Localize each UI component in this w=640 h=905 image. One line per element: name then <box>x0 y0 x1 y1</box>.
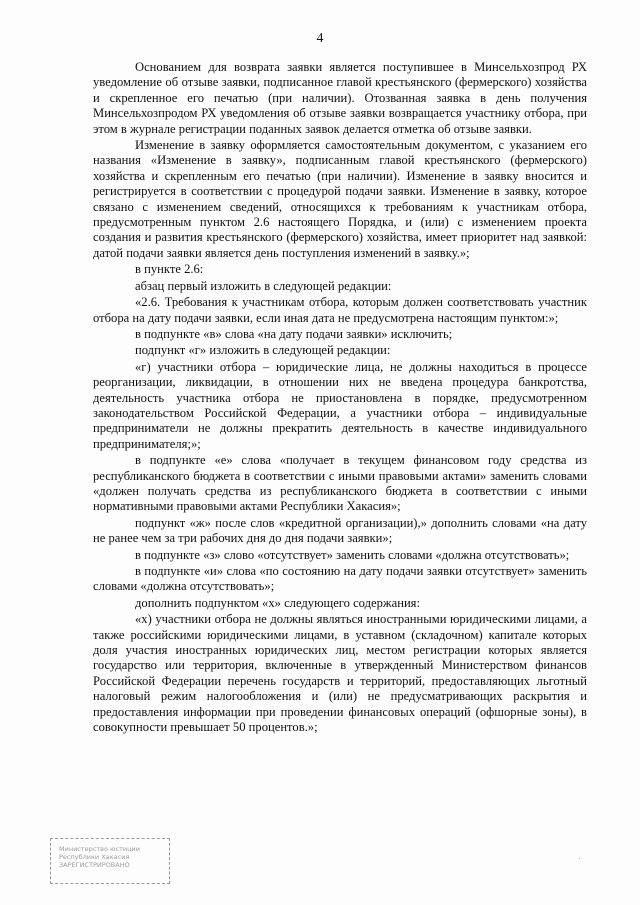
page-number: 4 <box>316 30 324 45</box>
paragraph-first-abzac: абзац первый изложить в следующей редакции: <box>135 278 392 293</box>
paragraph-subclause-kh-text: «х) участники отбора не должны являться иностранными юридическими лицами, а также российскими юридическими лицами, в уставном (складочном) капитале которых доля участия иностранных юридических лиц, местом регистрации которых является государство или территория, включенные в утвержденный Министерством финансов Российской Федерации перечень государств и территорий, предоставляющих льготный налоговый режим налогообложения и (или) не предусматривающих раскрытия и предоставления информации при проведении финансовых операций (офшорные зоны), в совокупности превышает 50 процентов.»; <box>93 612 587 735</box>
paragraph-subclause-z: в подпункте «з» слово «отсутствует» заменить словами «должна отсутствовать»; <box>135 547 570 562</box>
stamp-line: Республики Хакасия <box>59 853 130 861</box>
paragraph-subclause-v: в подпункте «в» слова «на дату подачи заявки» исключить; <box>135 326 453 341</box>
paragraph-clause-2-6: в пункте 2.6: <box>135 262 204 277</box>
paragraph-subclause-i: в подпункте «и» слова «по состоянию на дату подачи заявки отсутствует» заменить словами «должна отсутствовать»; <box>93 564 587 594</box>
paragraph-subclause-g-text: «г) участники отбора – юридические лица, не должны находиться в процессе реорганизации, ликвидации, в отношении них не введена процедура банкротства, деятельность участника отбора не приостановлена в порядке, предусмотренном законодательством Российской Федерации, а участники отбора – индивидуальные предприниматели не должны прекратить деятельность в качестве индивидуального предпринимателя;»; <box>93 359 587 451</box>
stamp-line: Министерство юстиции <box>59 845 140 853</box>
paragraph-subclause-g-intro: подпункт «г» изложить в следующей редакции: <box>135 343 391 358</box>
document-body <box>93 60 587 735</box>
paragraph-withdrawal-basis: Основанием для возврата заявки является поступившее в Минсельхозпрод РХ уведомление об отзыве заявки, подписанное главой крестьянского (фермерского) хозяйства и скрепленное его печатью (при наличии). Отозванная заявка в день получения Минсельхозпродом РХ уведомления об отзыве заявки возвращается участнику отбора, при этом в журнале регистрации поданных заявок делается отметка об отзыве заявки. <box>93 60 587 136</box>
paragraph-amendment-rules: Изменение в заявку оформляется самостоятельным документом, с указанием его названия «Изменение в заявку», подписанным главой крестьянского (фермерского) хозяйства и скрепленным его печатью (при наличии). Изменение в заявку вносится и регистрируется в соответствии с процедурой подачи заявки. Изменение в заявку, которое связано с изменением сведений, относящихся к требованиям к участникам отбора, предусмотренным пунктом 2.6 настоящего Порядка, и (или) с изменением проекта создания и развития крестьянского (фермерского) хозяйства, имеет приоритет над заявкой: датой подачи заявки является день поступления изменений в заявку.»; <box>93 138 587 260</box>
paragraph-subclause-zh: подпункт «ж» после слов «кредитной организации),» дополнить словами «на дату не ранее чем за три рабочих дня до дня подачи заявки»; <box>93 515 587 546</box>
stamp-line: ЗАРЕГИСТРИРОВАНО <box>59 861 130 869</box>
paragraph-subclause-e: в подпункте «е» слова «получает в текущем финансовом году средства из республиканского бюджета в соответствии с иными правовыми актами» заменить словами «должен получать средства из республиканского бюджета в соответствии с иными нормативными правовыми актами Республики Хакасия»; <box>93 453 587 514</box>
paragraph-2-6-text: «2.6. Требования к участникам отбора, которым должен соответствовать участник отбора на дату подачи заявки, если иная дата не предусмотрена настоящим пунктом:»; <box>93 295 587 325</box>
paragraph-subclause-kh-intro: дополнить подпунктом «х» следующего содержания: <box>135 595 420 610</box>
registration-stamp <box>50 838 170 884</box>
corner-mark: · <box>578 854 582 865</box>
